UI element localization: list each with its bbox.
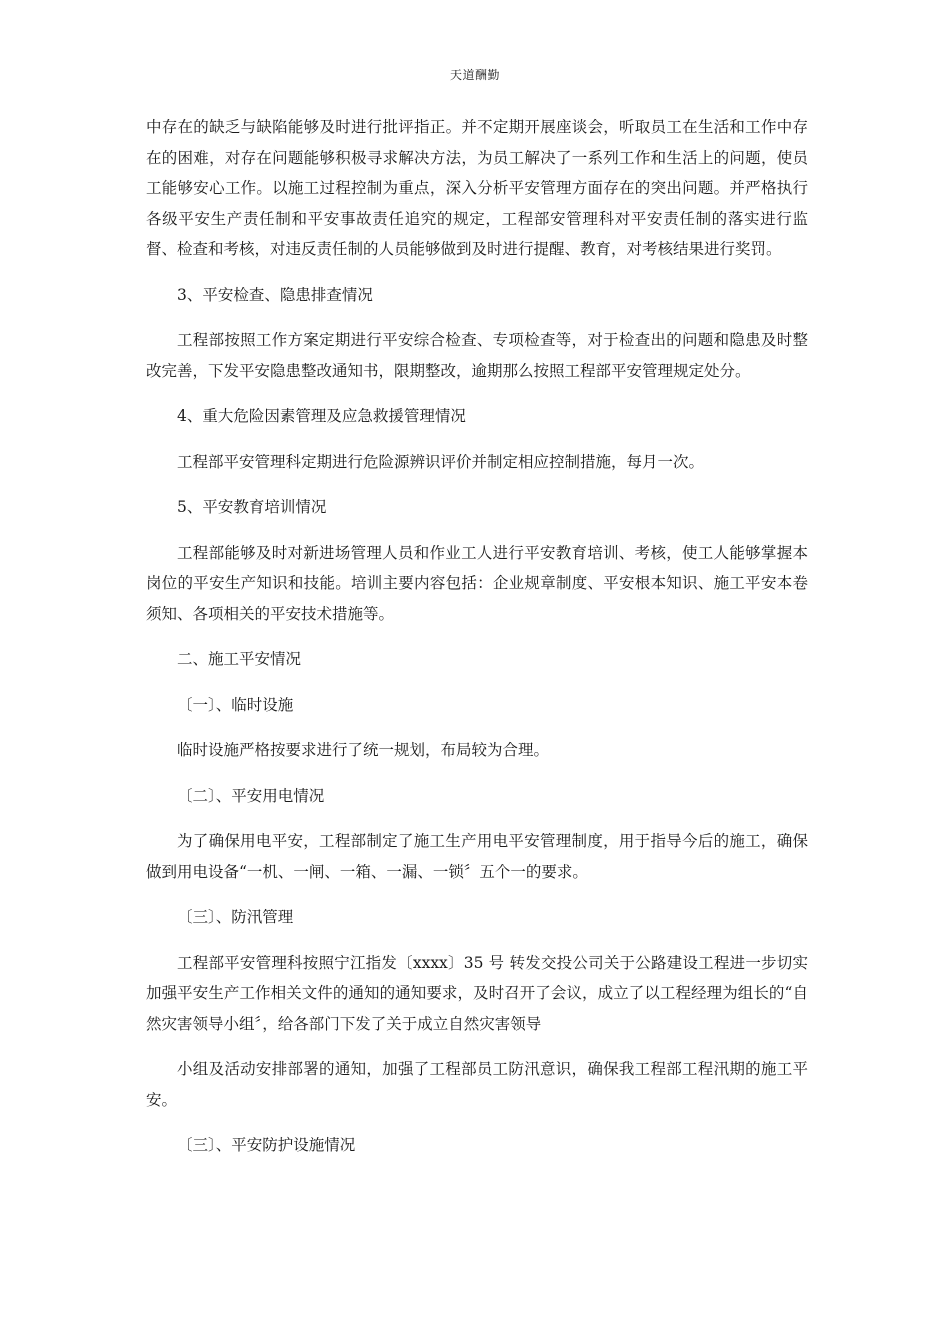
- paragraph-inspection: 工程部按照工作方案定期进行平安综合检查、专项检查等，对于检查出的问题和隐患及时整改完善，下发平安隐患整改通知书，限期整改，逾期那么按照工程部平安管理规定处分。: [146, 331, 808, 380]
- spacer: [146, 265, 808, 280]
- spacer: [146, 933, 808, 948]
- paragraph-electrical: 为了确保用电平安，工程部制定了施工生产用电平安管理制度，用于指导今后的施工，确保做到用电设备“一机、一闸、一箱、一漏、一锁〞五个一的要求。: [146, 832, 808, 881]
- heading-temporary-facilities: 〔一〕、临时设施: [177, 695, 294, 714]
- spacer: [146, 811, 808, 826]
- spacer: [146, 432, 808, 447]
- spacer: [146, 629, 808, 644]
- spacer: [146, 477, 808, 492]
- paragraph-flood-control: 工程部平安管理科按照宁江指发〔xxxx〕35 号 转发交投公司关于公路建设工程进一步切实加强平安生产工作相关文件的通知的通知要求，及时召开了会议，成立了以工程经理为组长的“自然灾害领导小组〞，给各部门下发了关于成立自然灾害领导: [146, 953, 808, 1033]
- spacer: [146, 720, 808, 735]
- spacer: [146, 887, 808, 902]
- spacer: [146, 675, 808, 690]
- heading-safety-inspection: 3、平安检查、隐患排查情况: [177, 285, 373, 304]
- heading-safety-training: 5、平安教育培训情况: [177, 498, 327, 516]
- heading-electrical-safety: 〔二〕、平安用电情况: [177, 786, 325, 805]
- spacer: [146, 386, 808, 401]
- paragraph-responsibility: 中存在的缺乏与缺陷能够及时进行批评指正。并不定期开展座谈会，听取员工在生活和工作中存在的困难，对存在问题能够积极寻求解决方法，为员工解决了一系列工作和生活上的问题，使员工能够安心工作。以施工过程控制为重点，深入分析平安管理方面存在的突出问题。并严格执行各级平安生产责任制和平安事故责任追究的规定，工程部安管理科对平安责任制的落实进行监督、检查和考核，对违反责任制的人员能够做到及时进行提醒、教育，对考核结果进行奖罚。: [146, 118, 808, 258]
- paragraph-training: 工程部能够及时对新进场管理人员和作业工人进行平安教育培训、考核，使工人能够掌握本岗位的平安生产知识和技能。培训主要内容包括：企业规章制度、平安根本知识、施工平安本卷须知、各项相关的平安技术措施等。: [146, 543, 808, 623]
- paragraph-hazard: 工程部平安管理科定期进行危险源辨识评价并制定相应控制措施，每月一次。: [177, 452, 705, 471]
- spacer: [146, 1039, 808, 1054]
- heading-hazard-management: 4、重大危险因素管理及应急救援管理情况: [177, 407, 466, 425]
- spacer: [146, 1115, 808, 1130]
- page-header: 天道酬勤: [449, 68, 500, 82]
- spacer: [146, 523, 808, 538]
- heading-flood-control: 〔三〕、防汛管理: [177, 908, 294, 926]
- spacer: [146, 766, 808, 781]
- heading-construction-safety: 二、施工平安情况: [177, 650, 302, 668]
- paragraph-temporary-facilities: 临时设施严格按要求进行了统一规划，布局较为合理。: [177, 741, 550, 759]
- heading-protective-facilities: 〔三〕、平安防护设施情况: [177, 1136, 356, 1154]
- document-body: [146, 112, 808, 1161]
- spacer: [146, 310, 808, 325]
- paragraph-flood-control-continued: 小组及活动安排部署的通知，加强了工程部员工防汛意识，确保我工程部工程汛期的施工平安。: [146, 1060, 808, 1109]
